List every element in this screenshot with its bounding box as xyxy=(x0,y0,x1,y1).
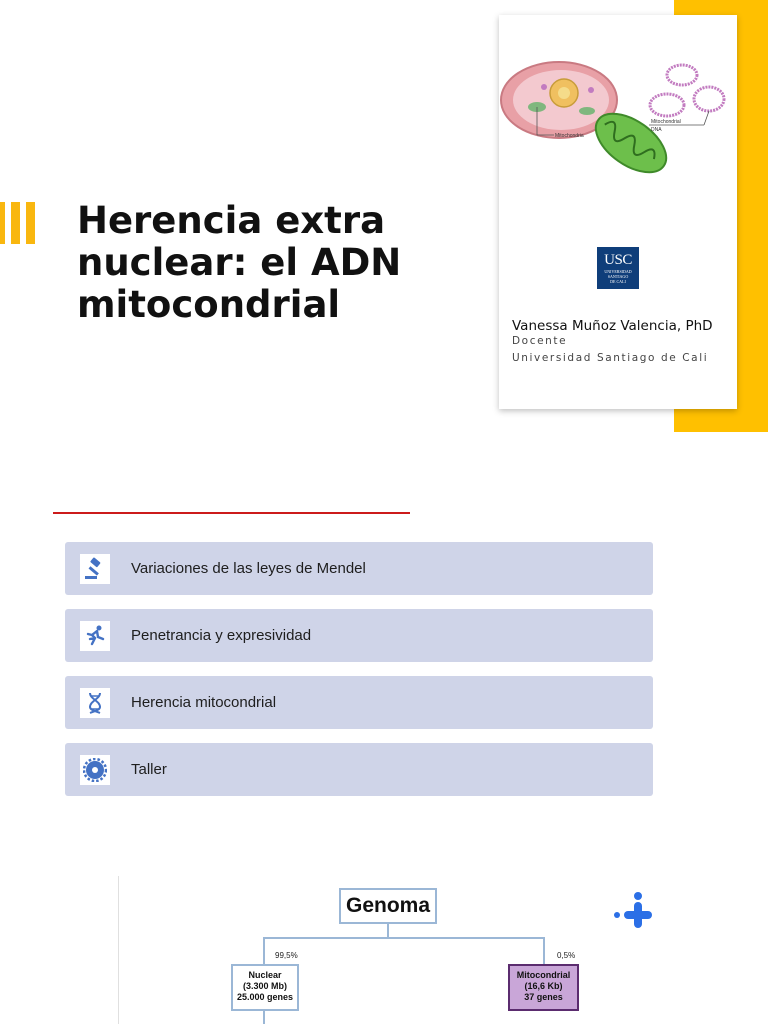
agenda-label: Taller xyxy=(131,761,167,778)
author-card xyxy=(499,15,737,409)
connector xyxy=(263,937,545,939)
agenda-label: Penetrancia y expresividad xyxy=(131,627,312,644)
usc-logo: USC UNIVERSIDAD SANTIAGO DE CALI xyxy=(597,247,639,289)
genoma-box: Genoma xyxy=(339,888,437,924)
slide-title: Herencia extra nuclear: el ADN mitocondrial xyxy=(77,199,402,326)
agenda-item-herencia[interactable] xyxy=(65,676,653,729)
connector xyxy=(263,937,265,964)
agenda-item-mendel[interactable] xyxy=(65,542,653,595)
label-mito-dna-1: Mitochondrial xyxy=(651,119,681,125)
agenda-divider xyxy=(53,512,410,514)
mitocondrial-box: Mitocondrial (16,6 Kb) 37 genes xyxy=(508,964,579,1011)
dna-icon xyxy=(80,688,110,718)
agenda-label: Variaciones de las leyes de Mendel xyxy=(131,560,366,577)
connector xyxy=(543,937,545,964)
gavel-icon xyxy=(80,554,110,584)
title-accent-bars xyxy=(0,202,35,244)
slide-edge-line xyxy=(118,876,119,1024)
runner-icon xyxy=(80,621,110,651)
nuclear-percent: 99,5% xyxy=(275,951,298,960)
gear-icon xyxy=(80,755,110,785)
author-university: Universidad Santiago de Cali xyxy=(512,352,709,364)
nuclear-box: Nuclear (3.300 Mb) 25.000 genes xyxy=(231,964,299,1011)
connector xyxy=(263,1011,265,1024)
mitochondria-illustration xyxy=(499,45,737,215)
agenda-item-taller[interactable] xyxy=(65,743,653,796)
author-role: Docente xyxy=(512,335,568,347)
agenda-label: Herencia mitocondrial xyxy=(131,694,277,711)
author-name: Vanessa Muñoz Valencia, PhD xyxy=(512,318,713,334)
connector xyxy=(387,924,389,938)
label-mito-dna-2: DNA xyxy=(651,127,662,133)
agenda-item-penetrancia[interactable] xyxy=(65,609,653,662)
mito-percent: 0,5% xyxy=(557,951,576,960)
plus-dots-icon xyxy=(612,890,654,932)
label-mitochondria: Mitochondria xyxy=(555,133,584,139)
